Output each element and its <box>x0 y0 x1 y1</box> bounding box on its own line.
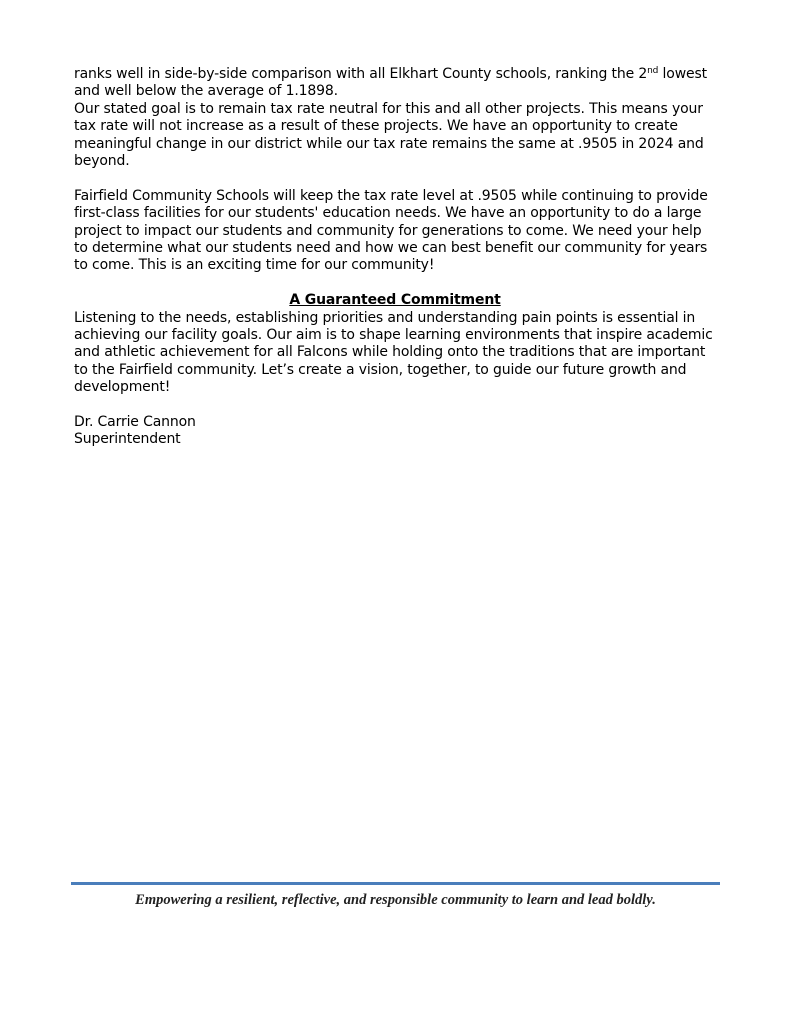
tax-ranking-text-end: lowest and well below the average of 1.1898. <box>74 66 707 100</box>
letter-body <box>74 66 716 449</box>
paragraph-tax-ranking <box>74 66 716 101</box>
paragraph-facilities: Fairfield Community Schools will keep the tax rate level at .9505 while continuing to provide first-class facilities for our students' education needs. We have an opportunity to do a large project to impact our students and community for generations to come. We need your help to determine what our students need and how we can best benefit our community for years to come. This is an exciting time for our community! <box>74 187 708 274</box>
paragraph-commitment: Listening to the needs, establishing priorities and understanding pain points is essential in achieving our facility goals. Our aim is to shape learning environments that inspire academic and athletic achievement for all Falcons while holding onto the traditions that are important to the Fairfield community. Let’s create a vision, together, to guide our future growth and development! <box>74 309 713 396</box>
signature-name: Dr. Carrie Cannon <box>74 414 196 431</box>
spacer <box>74 397 716 414</box>
paragraph-tax-goal: Our stated goal is to remain tax rate neutral for this and all other projects. This means your tax rate will not increase as a result of these projects. We have an opportunity to create meaningful change in our district while our tax rate remains the same at .9505 in 2024 and beyond. <box>74 100 704 170</box>
footer-motto: Empowering a resilient, reflective, and responsible community to learn and lead boldly. <box>135 892 656 908</box>
signature-title: Superintendent <box>74 431 181 448</box>
spacer <box>74 275 716 292</box>
ordinal-suffix: nd <box>647 66 659 76</box>
tax-ranking-text: ranks well in side-by-side comparison with all Elkhart County schools, ranking the 2 <box>74 66 648 82</box>
spacer <box>74 170 716 187</box>
footer-divider <box>71 882 720 885</box>
section-heading: A Guaranteed Commitment <box>289 292 501 309</box>
